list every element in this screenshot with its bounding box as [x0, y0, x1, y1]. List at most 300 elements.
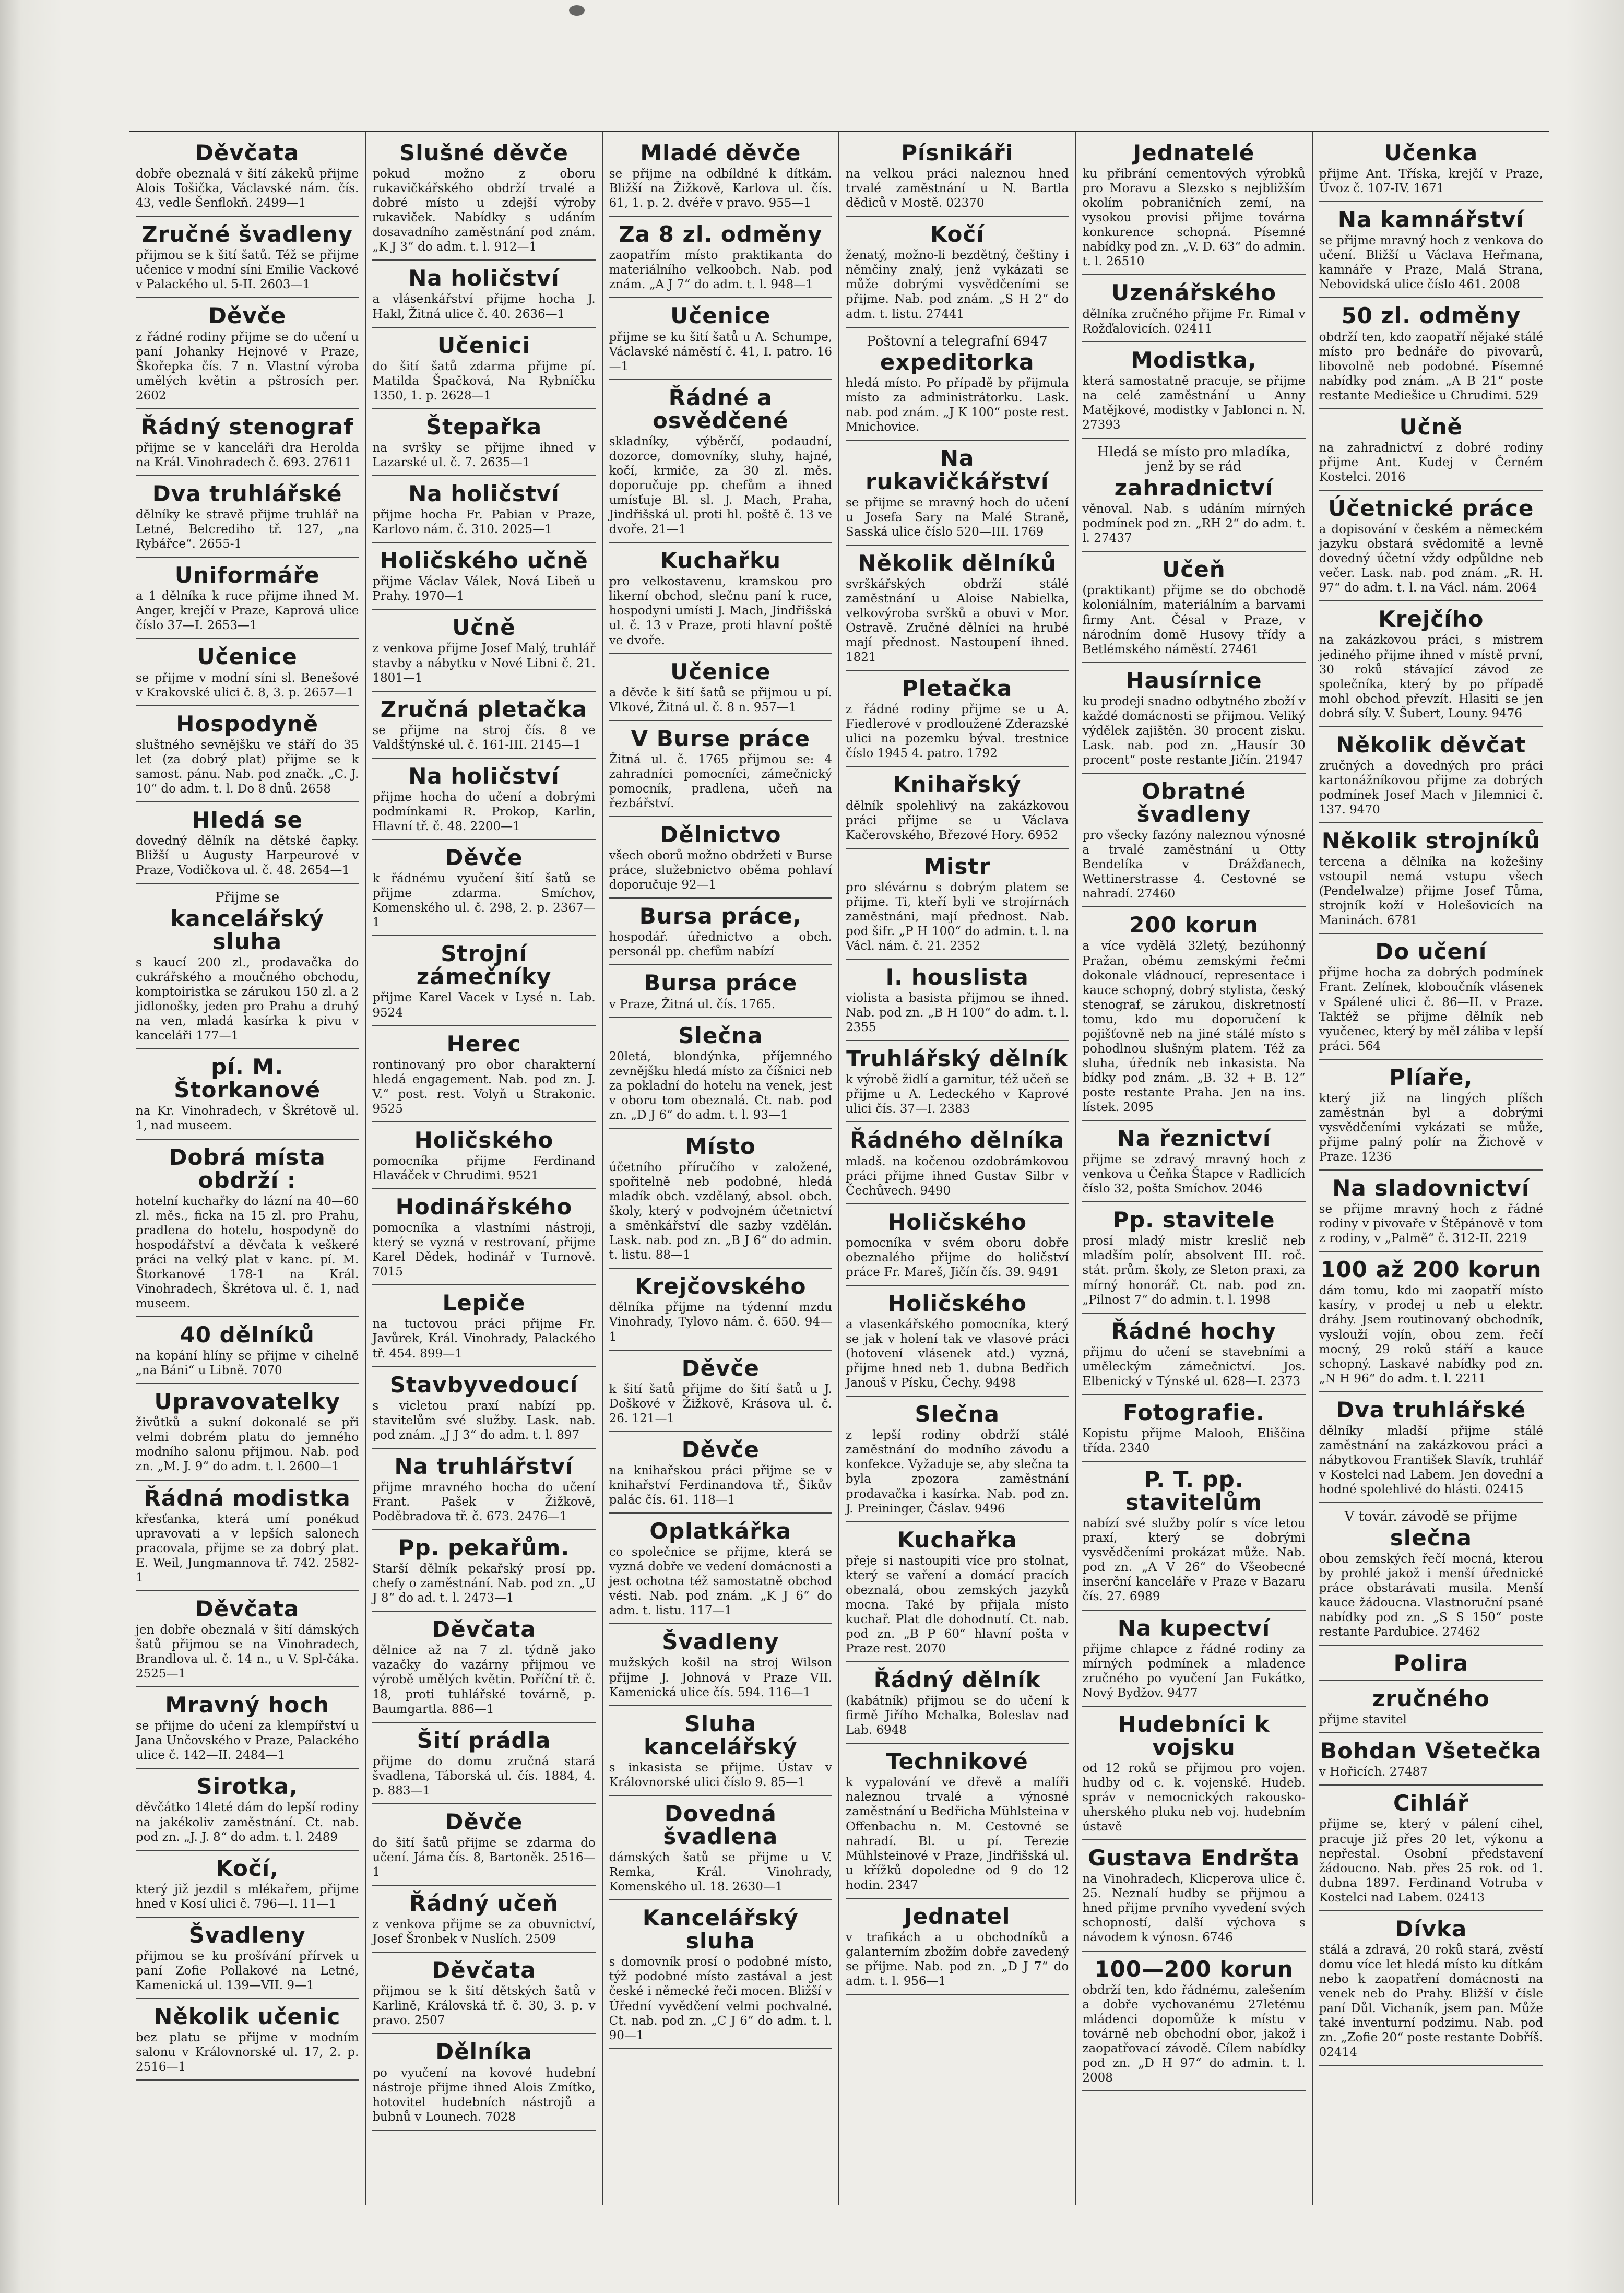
ad-heading: Švadleny	[662, 1629, 779, 1655]
ad-text: mužských košil na stroj Wilson přijme J. Johnová v Praze VII. Kamenická ulice čís. 594. 116—1	[609, 1656, 832, 1699]
ad-divider	[1082, 438, 1305, 439]
classified-ad	[1082, 1847, 1305, 1951]
ad-text: s vicletou praxí nabízí pp. stavitelům své služby. Lask. nab. pod znám. „J J 3“ do adm. t. l. 897	[372, 1399, 596, 1442]
ad-heading: Dobrá místa obdrží :	[169, 1144, 326, 1193]
classified-ad	[1319, 1687, 1543, 1733]
ad-divider	[846, 959, 1069, 960]
ad-divider	[609, 720, 832, 721]
ad-heading: Holičského	[887, 1290, 1027, 1316]
ad-divider	[136, 1590, 359, 1591]
ad-heading: Slečna	[915, 1401, 1000, 1427]
ad-divider	[136, 1686, 359, 1687]
ad-heading: Učně	[452, 614, 516, 641]
ad-divider	[846, 327, 1069, 328]
ad-heading: Na holičství	[408, 763, 560, 789]
classified-ad	[609, 823, 832, 899]
ad-heading: Děvčata	[195, 140, 300, 166]
classified-ad	[136, 1146, 359, 1318]
ad-text: se přijme na odbíldné k dítkám. Bližší na Žižkově, Karlova ul. čís. 61, 1. p. 2. dvéře v pravo. 955—1	[609, 167, 832, 210]
ad-divider	[1082, 551, 1305, 552]
ad-text: dělnice až na 7 zl. týdně jako vazačky do vazárny přijmou ve výrobě umělých květin. Poříční tř. č. 18, proti tuhlářské továrně, p. Baumgartla. 886—1	[372, 1644, 596, 1716]
ad-text: děvčátko 14leté dám do lepší rodiny na jakékoliv zaměstnání. Ct. nab. pod zn. „J. J. 8“ do adm. t. l. 2489	[136, 1801, 359, 1844]
classified-ad	[1082, 1401, 1305, 1462]
ad-heading: Mistr	[924, 853, 991, 879]
ad-text: přeje si nastoupiti více pro stolnat, který se vaření a domácí pracích obeznalá, obou zemských jazyků mocna. Také by přijala místo kuchař. Plat dle dohodnutí. Ct. nab. pod zn. „B P 60“ hlavní pošta v Praze rest. 2070	[846, 1554, 1069, 1656]
ad-heading: zahradnictví	[1114, 475, 1274, 501]
ad-heading: Na rukavičkářství	[865, 445, 1049, 494]
classified-ad	[136, 1390, 359, 1480]
ad-divider	[136, 883, 359, 884]
ad-divider	[609, 2048, 832, 2049]
ad-preheading: Hledá se místo pro mladíka, jenž by se rád	[1097, 444, 1291, 475]
ad-heading: Na kupectví	[1117, 1615, 1271, 1641]
ad-heading: Zručné švadleny	[141, 221, 353, 247]
classified-ad	[846, 773, 1069, 848]
ad-heading: Slečna	[678, 1022, 763, 1048]
ad-text: pro všecky fazóny naleznou výnosné a trvalé zaměstnání u Otty Bendelíka v Drážďanech, Wettinerstrasse 4. Cestovné se nahradí. 27460	[1082, 829, 1306, 901]
ad-divider	[372, 1529, 595, 1530]
ad-heading: Uniformáře	[174, 562, 320, 588]
ad-divider	[136, 408, 359, 409]
ad-column	[603, 132, 839, 2205]
ad-heading: Kuchařku	[660, 548, 781, 574]
ad-text: na kopání hlíny se přijme v cihelně „na Báni“ u Libně. 7070	[136, 1349, 359, 1378]
ad-divider	[846, 545, 1069, 546]
classified-ad	[846, 1905, 1069, 1995]
ad-text: a vlasenkářského pomocníka, který se jak v holení tak ve vlasové práci (hotovení vlásenek atd.) vyzná, přijme hned neb 1. dubna Bedřich Janouš v Písku, Čechy. 9498	[846, 1318, 1069, 1390]
ad-divider	[1319, 1680, 1543, 1681]
ad-divider	[372, 839, 595, 840]
classified-ad	[846, 1129, 1069, 1204]
classified-ad	[1319, 830, 1543, 934]
ad-text: do šití šatů zdarma přijme pí. Matilda Špačková, Na Rybníčku 1350, 1. p. 2628—1	[372, 359, 596, 403]
classified-ad	[846, 1047, 1069, 1122]
ad-text: na svršky se přijme ihned v Lazarské ul. č. 7. 2635—1	[372, 441, 596, 469]
ad-divider	[1319, 1502, 1543, 1503]
ad-divider	[1082, 773, 1305, 774]
classified-ad	[372, 1129, 595, 1189]
ad-divider	[1319, 1732, 1543, 1733]
ad-divider	[1082, 1706, 1305, 1707]
ad-divider	[136, 475, 359, 476]
ad-text: všech oborů možno obdržeti v Burse práce, služebnictvo oběma pohlaví doporučuje 92—1	[609, 849, 832, 892]
ad-text: obou zemských řečí mocná, kterou by prohlé jakož i menší úřednické práce obstarávati musila. Menší kauce žádoucna. Vlastnoruční psané nabídky pod zn. „S S 150“ poste restante Pardubice. 27462	[1319, 1552, 1543, 1639]
ad-heading: Kancelářský sluha	[642, 1905, 799, 1954]
ad-divider	[846, 1994, 1069, 1995]
classified-ad	[1082, 669, 1305, 774]
ad-heading: Technikové	[886, 1748, 1028, 1775]
ad-heading: Řádný stenograf	[140, 413, 354, 440]
ad-divider	[372, 1448, 595, 1449]
ad-divider	[609, 1431, 832, 1432]
ad-heading: Plíaře,	[1389, 1064, 1473, 1090]
ad-text: pro velkostavenu, kramskou pro likerní obchod, slečnu paní k ruce, hospodyni umísti J. Mach, Jindřišská ul. č. 13 v Praze, proti hlavní poště ve dvoře.	[609, 575, 832, 647]
ad-text: a vlásenkářství přijme hocha J. Hakl, Žitná ulice č. 40. 2636—1	[372, 292, 596, 321]
ad-heading: Bursa práce	[644, 970, 798, 996]
ad-divider	[136, 705, 359, 706]
ad-heading: P. T. pp. stavitelům	[1125, 1467, 1262, 1516]
ad-text: živůtků a sukní dokonalé se při velmi dobrém platu do jemného modního salonu přijmou. Nab. pod zn. „M. J. 9“ do adm. t. l. 2600—1	[136, 1416, 359, 1474]
ad-divider	[609, 216, 832, 217]
classified-ad	[609, 905, 832, 965]
classified-ad	[1319, 1652, 1543, 1681]
classified-ad	[609, 304, 832, 380]
classified-ad	[372, 1892, 595, 1953]
ad-heading: Řádného dělníka	[850, 1127, 1065, 1153]
ad-divider	[1082, 1951, 1305, 1952]
classified-ad	[1319, 208, 1543, 298]
classified-ad	[846, 141, 1069, 217]
ad-text: a dopisování v českém a německém jazyku obstará svědomitě a levně dovedný účetní vždy odpůldne neb večer. Lask. nab. pod znám. „R. H. 97“ do adm. t. l. na Václ. nám. 2064	[1319, 523, 1543, 595]
ad-text: violista a basista přijmou se ihned. Nab. pod zn. „B H 100“ do adm. t. l. 2355	[846, 991, 1069, 1035]
ad-divider	[1319, 297, 1543, 298]
ad-text: přijme hocha Fr. Pabian v Praze, Karlovo nám. č. 310. 2025—1	[372, 508, 596, 537]
ad-heading: Slušné děvče	[399, 140, 568, 166]
ad-divider	[1082, 341, 1305, 342]
ad-divider	[1319, 2065, 1543, 2066]
ad-divider	[609, 1705, 832, 1706]
ad-text: přijme mravného hocha do učení Frant. Pašek v Žižkově, Poděbradova tř. č. 673. 2476—1	[372, 1480, 596, 1523]
ad-divider	[1082, 1610, 1305, 1611]
ad-divider	[372, 1611, 595, 1612]
ad-divider	[136, 1480, 359, 1481]
ad-divider	[846, 1396, 1069, 1397]
ad-heading: Učenka	[1384, 140, 1478, 166]
ad-divider	[1319, 201, 1543, 202]
ad-heading: Několik dělníků	[858, 550, 1057, 576]
classified-ad	[846, 1750, 1069, 1898]
ad-heading: Cihlář	[1393, 1790, 1469, 1816]
classified-ad	[136, 304, 359, 409]
ad-heading: Modistka,	[1131, 347, 1257, 373]
ad-heading: Učně	[1399, 413, 1463, 440]
ad-text: se přijme na stroj čís. 8 ve Valdštýnské ul. č. 161-III. 2145—1	[372, 723, 596, 752]
ad-divider	[136, 557, 359, 558]
ad-column	[129, 132, 366, 2205]
ad-divider	[1082, 1120, 1305, 1121]
ad-text: přijmou se ku prošívání přírvek u paní Zofie Pollakové na Letné, Kamenická ul. 139—VII. 9—1	[136, 1949, 359, 1992]
ad-heading: Štepařka	[425, 413, 542, 440]
ad-divider	[372, 1803, 595, 1804]
classified-ad	[609, 1275, 832, 1350]
ad-text: pomocníka a vlastními nástroji, který se vyzná v restrovaní, přijme Karel Dědek, hodinář v Turnově. 7015	[372, 1221, 596, 1279]
ad-heading: Mravný hoch	[165, 1692, 329, 1718]
ad-heading: Písnikáři	[901, 140, 1014, 166]
ad-heading: Truhlářský dělník	[846, 1046, 1069, 1072]
classified-ad	[1319, 1509, 1543, 1646]
ad-text: na zahradnictví z dobré rodiny přijme Ant. Kudej v Černém Kostelci. 2016	[1319, 441, 1543, 484]
ad-divider	[1319, 1645, 1543, 1646]
classified-ad	[846, 1211, 1069, 1286]
classified-ad	[372, 549, 595, 610]
ad-text: přijmou se k šití šatů. Též se přijme učenice v modní síni Emilie Vackové v Palackého ul. 5-II. 2603—1	[136, 249, 359, 292]
ad-text: z řádné rodiny přijme se do učení u paní Johanky Hejnové v Praze, Škořepka čís. 7 n. Vlastní výroba umělých květin a pštrosích per. 2602	[136, 330, 359, 403]
classified-ad	[1319, 413, 1543, 491]
ad-divider	[372, 758, 595, 759]
classified-ad	[136, 1056, 359, 1139]
ad-heading: Učenice	[670, 303, 771, 329]
classified-ad	[136, 1857, 359, 1918]
classified-ad	[1319, 304, 1543, 409]
classified-ad	[136, 223, 359, 298]
ad-divider	[846, 1743, 1069, 1744]
ad-text: (praktikant) přijme se do obchodě koloniálním, materiálním a barvami firmy Ant. Čésal v Praze, v národním domě Husovy třídy a Betlémského náměstí. 27461	[1082, 584, 1306, 656]
ad-heading: Dva truhlářské	[152, 480, 342, 506]
ad-text: ku prodeji snadno odbytného zboží v každé domácnosti se přijmou. Veliký výdělek zajištěn. 30 procent zisku. Lask. nab. pod zn. „Hausír 30 procent“ poste restante Jičín. 21947	[1082, 694, 1306, 767]
classified-ad	[136, 890, 359, 1049]
classified-ad	[1082, 141, 1305, 275]
classified-ad	[609, 727, 832, 817]
ad-divider	[136, 1850, 359, 1851]
ad-text: jen dobře obeznalá v šití dámských šatů přijmou se na Vinohradech, Brandlova ul. č. 14 n., u V. Spl-čáka. 2525—1	[136, 1623, 359, 1681]
ad-heading: Sluha kancelářský	[644, 1710, 798, 1759]
ad-heading: Uzenářského	[1111, 280, 1277, 306]
classified-ad	[1319, 1918, 1543, 2066]
ad-heading: Na sladovnictví	[1332, 1175, 1530, 1201]
classified-ad	[1082, 1468, 1305, 1610]
classified-ad	[372, 413, 596, 476]
ad-heading: Hodinářského	[395, 1194, 573, 1220]
ad-text: prosí mladý mistr kreslič neb mladším polír, absolvent III. roč. stát. prům. školy, ze Sleton praxi, za mírný honorář. Ct. nab. pod zn. „Pilnost 7“ do admin. t. l. 1998	[1082, 1234, 1306, 1307]
ad-divider	[1319, 1251, 1543, 1252]
ad-heading: Holičského učně	[380, 548, 588, 574]
ad-divider	[1319, 1784, 1543, 1786]
ad-text: obdrží ten, kdo zaopatří nějaké stálé místo pro bednáře do pivovarů, libovolně neb podobné. Písemné nabídky pod znám. „A B 21“ poste restante Mediešice u Chrudimi. 529	[1319, 330, 1543, 403]
ad-heading: slečna	[1390, 1524, 1472, 1551]
ad-column	[1076, 132, 1312, 2205]
ad-text: bez platu se přijme v modním salonu v Královnorské ul. 17, 2. p. 2516—1	[136, 2031, 359, 2074]
ad-divider	[609, 1795, 832, 1796]
ad-divider	[1319, 933, 1543, 934]
ad-column	[1313, 132, 1549, 2205]
classified-ad	[1082, 1209, 1305, 1313]
ad-heading: Švadleny	[188, 1922, 306, 1948]
ad-divider	[1082, 662, 1305, 663]
classified-ad	[372, 1959, 595, 2034]
classified-ad	[846, 552, 1069, 671]
ad-text: dělníka zručného přijme Fr. Rimal v Rožďalovicích. 02411	[1082, 307, 1306, 336]
classified-ad	[846, 677, 1069, 767]
ad-text: na knihařskou práci přijme se v knihařství Ferdinandova tř., Šikův palác čís. 61. 118—1	[609, 1463, 832, 1507]
ad-text: rontinovaný pro obor charakterní hledá engagement. Nab. pod zn. J. V.“ post. rest. Volyň u Strakonic. 9525	[372, 1058, 596, 1116]
ad-divider	[846, 1121, 1069, 1122]
classified-ad	[609, 1712, 832, 1796]
ad-heading: Jednatel	[904, 1903, 1011, 1929]
ad-divider	[1082, 1394, 1305, 1395]
ad-heading: Bursa práce,	[639, 903, 802, 929]
ad-heading: Děvče	[681, 1355, 760, 1381]
classified-ad	[1319, 940, 1543, 1059]
ad-heading: Lepiče	[442, 1290, 526, 1316]
classified-ad	[609, 1024, 832, 1129]
classified-ad	[846, 1403, 1069, 1522]
ad-text: přijme chlapce z řádné rodiny za mírných podmínek a mladence zručného po vyučení Jan Fukátko, Nový Bydžov. 9477	[1082, 1642, 1306, 1700]
ad-text: (kabátník) přijmou se do učení k firmě Jiřího Mchalka, Boleslav nad Lab. 6948	[846, 1694, 1069, 1738]
ad-heading: 200 korun	[1129, 912, 1259, 938]
ad-heading: Herec	[446, 1031, 521, 1057]
ad-text: k vypalování ve dřevě a malíři naleznou trvalé a výnosné zaměstnání u Bedřicha Mühlsteina v Offenbachu n. M. Cestovné se nahradí. Bl. u pí. Terezie Mühlsteinové v Praze, Jindřišská ul. u křížků dopoledne od 9 do 12 hodin. 2347	[846, 1776, 1069, 1892]
ad-heading: Dělníka	[435, 2039, 532, 2065]
ad-heading: Kočí,	[216, 1855, 279, 1881]
ad-heading: Stavbyvedoucí	[389, 1372, 578, 1398]
classified-ad	[609, 549, 832, 654]
ad-divider	[372, 542, 595, 543]
ad-divider	[846, 1040, 1069, 1041]
ad-heading: Upravovatelky	[154, 1389, 340, 1415]
ad-heading: Dělnictvo	[660, 822, 781, 848]
ad-divider	[846, 440, 1069, 441]
classified-ad	[372, 267, 595, 327]
ad-divider	[136, 638, 359, 639]
ad-heading: Místo	[685, 1133, 756, 1159]
classified-ad	[136, 645, 359, 706]
ad-text: dámských šatů se přijme u V. Remka, Král. Vinohrady, Komenského ul. 18. 2630—1	[609, 1851, 832, 1894]
ad-divider	[372, 1025, 595, 1026]
ink-spot	[569, 5, 585, 16]
classified-ad	[1082, 349, 1305, 439]
classified-ad	[136, 482, 359, 558]
ad-text: a děvče k šití šatů se přijmou u pí. Vlkové, Žitná ul. č. 8 n. 957—1	[609, 685, 832, 714]
ad-preheading: Přijme se	[215, 890, 280, 906]
ad-heading: Kuchařka	[897, 1527, 1017, 1553]
ad-divider	[372, 259, 595, 261]
classified-ad	[372, 1292, 595, 1367]
ad-divider	[372, 935, 595, 936]
ad-text: se přijme mravný hoch z řádné rodiny v pivovaře v Štěpánově v tom z rodiny, v „Palmě“ č. 312-II. 2219	[1319, 1202, 1543, 1246]
ad-text: přijme stavitel	[1319, 1713, 1407, 1727]
classified-ad	[372, 1618, 595, 1722]
ad-divider	[1319, 726, 1543, 727]
ad-text: k řádnému vyučení šití šatů se přijme zdarma. Smíchov, Komenského ul. č. 298, 2. p. 2367—1	[372, 872, 596, 930]
classified-ad	[1319, 1399, 1543, 1503]
classified-ad	[1319, 731, 1543, 823]
classified-ad	[1082, 1713, 1305, 1840]
ad-text: pomocníka přijme Ferdinand Hlaváček v Chrudimi. 9521	[372, 1154, 596, 1183]
ad-text: nabízí své služby polír s více letou praxí, který se dobrými vysvědčeními prokázat může. Nab. pod zn. „A V 26“ do Všeobecné inserční kanceláře v Praze v Bazaru čís. 27. 6989	[1082, 1517, 1306, 1604]
classified-ad	[609, 1438, 832, 1514]
ad-text: přijme Václav Válek, Nová Libeň u Prahy. 1970—1	[372, 575, 596, 604]
ad-divider	[372, 2033, 595, 2034]
classified-ad	[1082, 1320, 1305, 1395]
classified-ad	[136, 2005, 359, 2081]
ad-text: na Vinohradech, Klicperova ulice č. 25. Neznalí hudby se přijmou a hned přijme prvního vyvedení svých schopností, další výchova s návodem k výnosn. 6746	[1082, 1872, 1306, 1945]
ad-text: hospodář. úřednictvo a obch. personál pp. chefům nabízí	[609, 930, 832, 959]
classified-ad	[136, 1595, 359, 1687]
ad-text: dovedný dělník na dětské čapky. Bližší u Augusty Harpeurové v Praze, Vodičkova ul. č. 48. 2654—1	[136, 834, 359, 878]
ad-heading: pí. M. Štorkanové	[174, 1054, 321, 1103]
ad-divider	[136, 1998, 359, 1999]
ad-heading: Řádný učeň	[409, 1890, 559, 1917]
ad-divider	[1319, 1059, 1543, 1060]
ad-heading: Bohdan Všetečka	[1320, 1738, 1542, 1764]
ad-text: dělníka přijme na týdenní mzdu Vinohrady, Tylovo nám. č. 650. 94—1	[609, 1301, 832, 1344]
ad-heading: Děvčata	[432, 1616, 536, 1642]
ad-divider	[1082, 274, 1305, 275]
ad-divider	[136, 1383, 359, 1384]
classified-ad	[609, 1357, 832, 1432]
ad-heading: Na holičství	[408, 480, 560, 506]
ad-text: přijmu do učení se stavebními a uměleckým zámečnictví. Jos. Elbenický v Týnské ul. 628—I. 2373	[1082, 1345, 1306, 1388]
ad-text: ku přibrání cementových výrobků pro Moravu a Slezsko s nejbližším okolím pobraničních zemí, na vysokou provisi přijme továrna konkurence schopná. Písemné nabídky pod zn. „V. D. 63“ do admin. t. l. 26510	[1082, 167, 1306, 269]
ad-divider	[372, 1121, 595, 1122]
ad-divider	[1082, 1201, 1305, 1202]
classified-ad	[1082, 558, 1305, 663]
ad-heading: 40 dělníků	[180, 1322, 315, 1348]
ad-text: co společnice se přijme, která se vyzná dobře ve vedení domácnosti a jest ochotna též samostatně obchod vésti. Nab. pod znám. „K J 6“ do adm. t. listu. 117—1	[609, 1545, 832, 1618]
ad-text: z lepší rodiny obdrží stálé zaměstnání do modního závodu a konfekce. Vyžaduje se, aby slečna ta byla zpozora zaměstnání prodavačka i kasírka. Nab. pod zn. J. Preininger, Čáslav. 9496	[846, 1428, 1069, 1516]
classified-ad	[1082, 1958, 1305, 2091]
ad-text: přijmou se k šití dětských šatů v Karlině, Královská tř. č. 30, 3. p. v pravo. 2507	[372, 1984, 596, 2028]
classified-ad	[846, 1669, 1069, 1744]
classified-ads-section	[129, 131, 1549, 2205]
ad-text: Kopistu přijme Malooh, Eliščina třída. 2340	[1082, 1426, 1306, 1455]
ad-divider	[609, 1623, 832, 1624]
ad-heading: Polira	[1393, 1650, 1469, 1676]
ad-text: a 1 dělníka k ruce přijme ihned M. Anger, krejčí v Praze, Kaprová ulice číslo 37—I. 2653—1	[136, 589, 359, 633]
ad-divider	[609, 1899, 832, 1900]
ad-heading: Hledá se	[192, 807, 303, 833]
ad-divider	[609, 816, 832, 817]
ad-divider	[846, 1203, 1069, 1204]
ad-text: přijme Ant. Tříska, krejčí v Praze, Úvoz č. 107-IV. 1671	[1319, 167, 1543, 196]
ad-text: Starší dělník pekařský prosí pp. chefy o zaměstnání. Nab. pod zn. „U J 8“ do ad. t. l. 2473—1	[372, 1562, 596, 1605]
ad-heading: Mladé děvče	[640, 140, 801, 166]
ad-divider	[846, 216, 1069, 217]
classified-ad	[609, 660, 832, 721]
classified-ad	[136, 1775, 359, 1850]
ad-divider	[136, 1316, 359, 1317]
classified-ad	[372, 482, 595, 543]
ad-text: do šití šatů přijme se zdarma do učení. Jáma čís. 8, Bartoněk. 2516—1	[372, 1836, 596, 1880]
ad-text: sluštného sevnějšku ve stáří do 35 let (za dobrý plat) přijme se k samost. pánu. Nab. pod značk. „C. J. 10“ do adm. t. l. Do 8 dnů. 2658	[136, 738, 359, 796]
ad-divider	[372, 475, 595, 476]
ad-text: svrškářských obdrží stálé zaměstnání u Aloise Nabielka, velkovýroba svršků a obuvi v Mor. Ostravě. Zručné dělníci na hrubé mají přednost. Nastoupení ihned. 1821	[846, 577, 1069, 665]
ad-divider	[136, 1768, 359, 1769]
ad-text: na Kr. Vinohradech, v Škrétově ul. 1, nad museem.	[136, 1104, 359, 1133]
ad-text: na velkou práci naleznou hned trvalé zaměstnání u N. Bartla dědiců v Mostě. 02370	[846, 167, 1069, 210]
ad-heading: Pletačka	[902, 676, 1013, 702]
classified-ad	[372, 1536, 595, 1612]
classified-ad	[846, 447, 1069, 545]
ad-divider	[609, 964, 832, 965]
ad-heading: Dva truhlářské	[1336, 1397, 1526, 1423]
ad-divider	[846, 1521, 1069, 1522]
classified-ad	[1082, 1617, 1305, 1707]
ad-text: skladníky, výběrčí, podaudní, dozorce, domovníky, sluhy, hajné, kočí, krmiče, za 30 zl. měs. doporučuje pp. chefům a ihned umísťuje Bl. sl. J. Mach, Praha, Jindřišská ul. proti hl. poště č. 13 ve dvoře. 21—1	[609, 434, 832, 537]
ad-heading: Zručná pletačka	[380, 696, 588, 722]
ad-divider	[136, 1048, 359, 1049]
ad-heading: Několik strojníků	[1321, 828, 1540, 854]
classified-ad	[136, 141, 359, 217]
ad-heading: Na kamnářství	[1337, 207, 1524, 233]
ad-heading: I. houslista	[885, 964, 1029, 990]
ad-heading: Pp. pekařům.	[398, 1535, 570, 1561]
ad-heading: Oplatkářka	[649, 1518, 792, 1544]
ad-heading: zručného	[1372, 1686, 1490, 1712]
ad-text: na zakázkovou práci, s mistrem jediného přijme ihned v místě první, 30 roků stávající závod ze společníka, který by po případě mohl obchod převzít. Hlasiti se jen dobrá síly. V. Šubert, Louny. 9476	[1319, 633, 1543, 720]
ad-text: v trafikách a u obchodníků a galanterním zbožím dobře zavedený se přijme. Nab. pod zn. „D J 7“ do adm. t. l. 956—1	[846, 1930, 1069, 1988]
ad-heading: Řádný dělník	[873, 1667, 1041, 1693]
classified-ad	[846, 334, 1069, 441]
ad-text: Žitná ul. č. 1765 přijmou se: 4 zahradníci pomocníci, zámečnický pomocník, pradlena, učeň na řezbářství.	[609, 752, 832, 810]
ad-divider	[1319, 408, 1543, 409]
classified-ad	[372, 141, 595, 261]
ad-text: stálá a zdravá, 20 roků stará, zvěstí domu více let hledá místo ku dítkám nebo k zaopatření domácnosti na venek neb do Prahy. Bližší v čísle paní Důl. Vichaník, jsem pan. Může také inventurní podzimu. Nab. pod zn. „Zofie 20“ poste restante Dobříš. 02414	[1319, 1943, 1543, 2060]
ad-text: z venkova přijme se za obuvnictví, Josef Šronbek v Nuslích. 2509	[372, 1918, 596, 1946]
ad-divider	[372, 691, 595, 692]
ad-text: pro slévárnu s dobrým platem se přijme. Ti, kteří byli ve strojírnách zaměstnáni, mají přednost. Nab. pod šifr. „P H 100“ do admin. t. l. na Václ. nám. č. 21. 2352	[846, 880, 1069, 953]
ad-text: s inkasista se přijme. Ústav v Královnorské ulici číslo 9. 85—1	[609, 1760, 832, 1789]
